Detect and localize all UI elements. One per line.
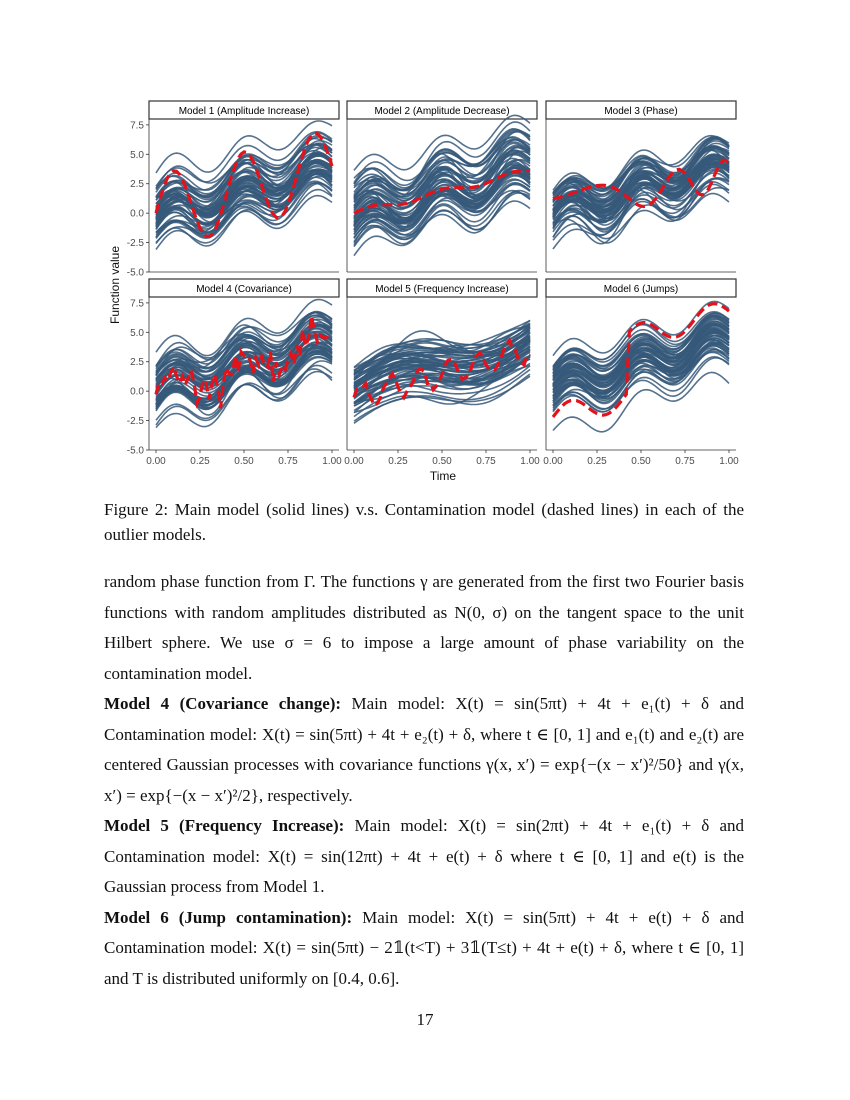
x-tick-label: 0.50 — [432, 456, 452, 467]
y-tick-label: 0.0 — [130, 208, 144, 220]
x-tick-label: 0.50 — [234, 456, 254, 467]
body-text — [104, 567, 744, 994]
x-tick-label: 1.00 — [719, 456, 739, 467]
model-6-text: Main model: X(t) = sin(5πt) + 4t + e(t) + δ and Contamination model: X(t) = sin(5πt) − 2𝟙(t<T) + 3𝟙(T≤t) + 4t + e(t) + δ, where t ∈ [0, 1] and T is distributed uniformly on [0.4, 0.6]. — [104, 907, 744, 988]
page-number: 17 — [416, 1010, 434, 1029]
y-tick-label: 2.5 — [130, 179, 144, 191]
paragraph-phase: random phase function from Γ. The functions γ are generated from the first two Fourier basis functions with random amplitudes distributed as N(0, σ) on the tangent space to the unit Hilbert sphere. We use σ = 6 to impose a large amount of phase variability on the contamination model. — [104, 572, 744, 683]
y-tick-label: 0.0 — [130, 386, 144, 398]
x-tick-label: 0.75 — [476, 456, 496, 467]
model-4-text: Main model: X(t) = sin(5πt) + 4t + e₁(t) + δ and Contamination model: X(t) = sin(5πt) + 4t + e₂(t) + δ, where t ∈ [0, 1] and e₁(t) and e₂(t) are centered Gaussian processes with covariance functions γ(x, x′) = exp{−(x − x′)²/50} and γ(x, x′) = exp{−(x − x′)²/2}, respectively. — [104, 694, 745, 805]
paragraph-model-4 — [104, 689, 744, 811]
caption-text: Main model (solid lines) v.s. Contamination model (dashed lines) in each of the outlier models. — [104, 500, 745, 544]
y-axis-title: Function value — [108, 245, 122, 325]
paragraph-model-6 — [104, 903, 744, 995]
panel-6 — [543, 279, 739, 467]
y-tick-label: 5.0 — [130, 327, 144, 339]
paragraph-model-5 — [104, 811, 744, 903]
y-tick-label: -2.5 — [126, 238, 144, 250]
x-tick-label: 0.75 — [675, 456, 695, 467]
x-tick-label: 0.00 — [344, 456, 364, 467]
model-5-text: Main model: X(t) = sin(2πt) + 4t + e₁(t) + δ and Contamination model: X(t) = sin(12πt) + 4t + e(t) + δ where t ∈ [0, 1] and e(t) is the Gaussian process from Model 1. — [104, 816, 744, 896]
panel-title: Model 3 (Phase) — [604, 106, 678, 117]
caption-label: Figure 2: — [104, 500, 169, 519]
y-tick-label: 2.5 — [130, 357, 144, 369]
y-tick-label: -5.0 — [126, 267, 144, 279]
x-tick-label: 0.00 — [543, 456, 563, 467]
panel-title: Model 5 (Frequency Increase) — [375, 284, 509, 295]
x-tick-label: 1.00 — [322, 456, 342, 467]
x-tick-label: 0.25 — [388, 456, 408, 467]
x-axis-title: Time — [429, 469, 457, 483]
panel-title: Model 1 (Amplitude Increase) — [178, 106, 310, 117]
panel-title: Model 2 (Amplitude Decrease) — [374, 106, 510, 117]
x-tick-label: 0.00 — [146, 456, 166, 467]
x-tick-label: 0.50 — [631, 456, 651, 467]
x-tick-label: 0.25 — [190, 456, 210, 467]
panel-title: Model 6 (Jumps) — [603, 284, 679, 295]
model-4-heading: Model 4 (Covariance change): — [104, 694, 342, 713]
y-tick-label: 7.5 — [130, 120, 144, 132]
panel-title: Model 4 (Covariance) — [196, 284, 292, 295]
figure-caption — [104, 497, 744, 547]
panel-3 — [546, 101, 736, 272]
y-tick-label: 5.0 — [130, 149, 144, 161]
figure-2 — [0, 0, 850, 490]
panel-2 — [347, 101, 537, 272]
x-tick-label: 1.00 — [520, 456, 540, 467]
y-tick-label: -2.5 — [126, 416, 144, 428]
y-tick-label: 7.5 — [130, 298, 144, 310]
panel-4 — [127, 279, 342, 467]
panel-1 — [127, 101, 339, 279]
x-tick-label: 0.25 — [587, 456, 607, 467]
x-tick-label: 0.75 — [278, 456, 298, 467]
model-5-heading: Model 5 (Frequency Increase): — [104, 816, 345, 835]
y-tick-label: -5.0 — [126, 445, 144, 457]
panel-5 — [344, 279, 540, 467]
model-6-heading: Model 6 (Jump contamination): — [104, 907, 353, 927]
